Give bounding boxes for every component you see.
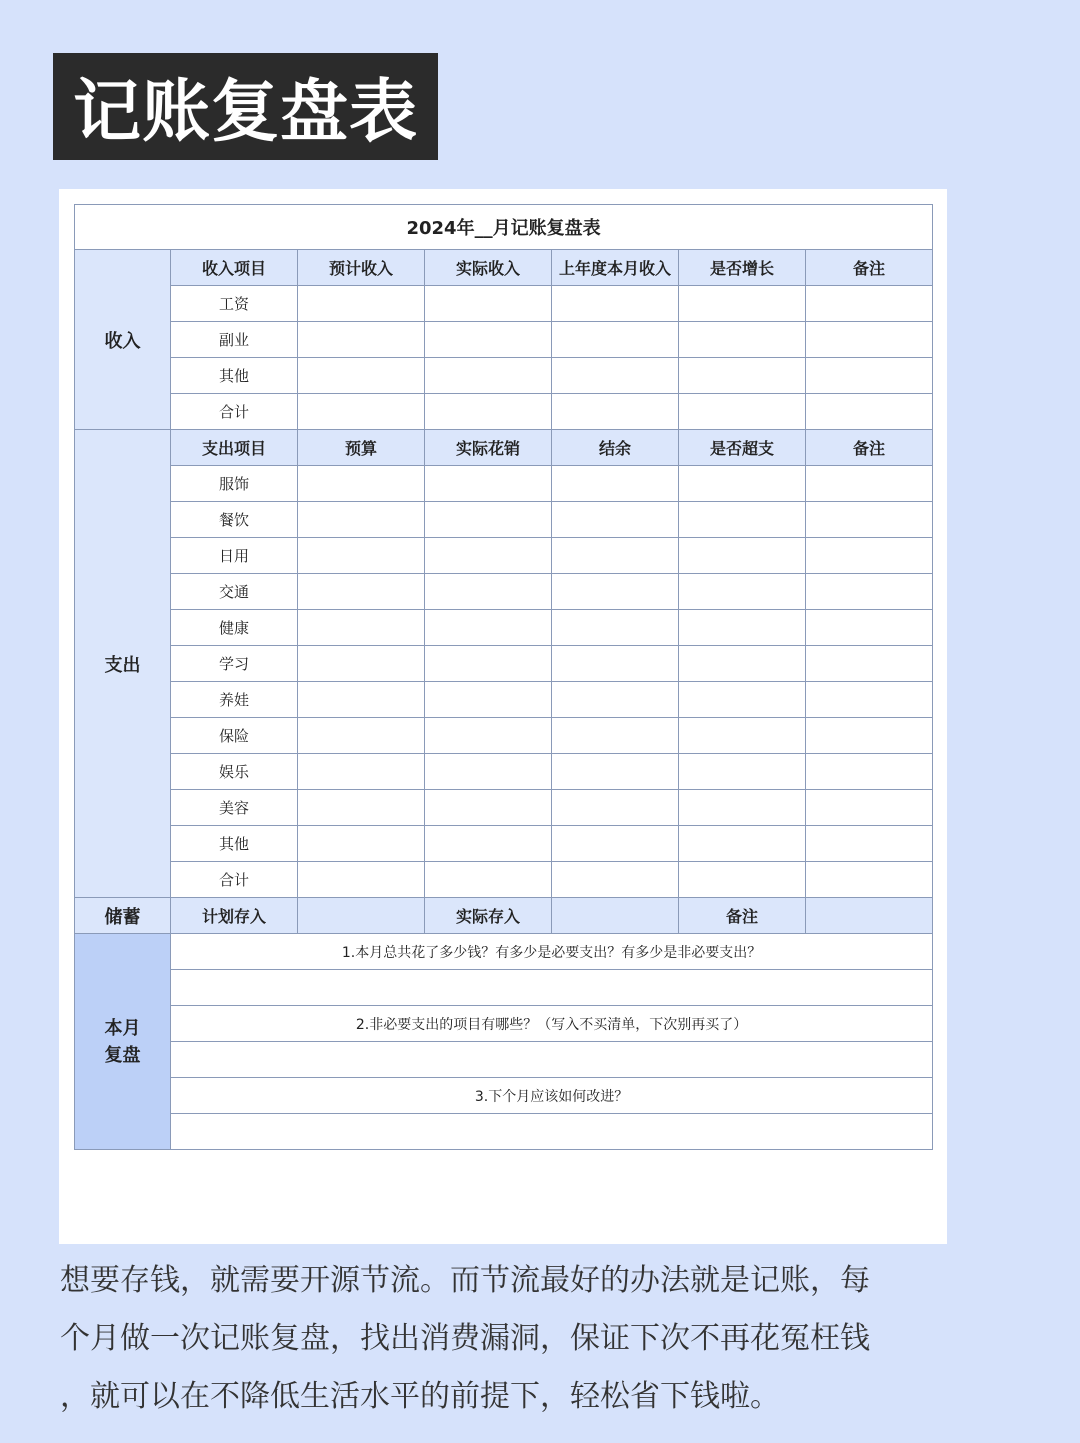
expense-cell[interactable] [806,682,933,718]
income-cell[interactable] [679,394,806,430]
expense-cell[interactable] [552,826,679,862]
expense-cell[interactable] [552,538,679,574]
expense-cell[interactable] [552,754,679,790]
income-cell[interactable] [425,286,552,322]
savings-note-label: 备注 [679,898,806,934]
expense-cell[interactable] [679,862,806,898]
section-expense: 支出 [75,430,171,898]
income-cell[interactable] [298,286,425,322]
section-income: 收入 [75,250,171,430]
expense-cell[interactable] [425,826,552,862]
expense-cell[interactable] [298,790,425,826]
expense-header: 预算 [298,430,425,466]
table-row [75,682,933,718]
table-row [75,862,933,898]
income-cell[interactable] [806,394,933,430]
income-cell[interactable] [552,394,679,430]
caption-line: 想要存钱，就需要开源节流。而节流最好的办法就是记账，每 [60,1263,870,1298]
expense-cell[interactable] [806,754,933,790]
expense-cell[interactable] [679,682,806,718]
expense-cell[interactable] [425,574,552,610]
expense-header: 实际花销 [425,430,552,466]
income-cell[interactable] [806,358,933,394]
ledger-sheet [59,189,947,1244]
expense-item-label: 其他 [171,826,298,862]
income-cell[interactable] [679,322,806,358]
ledger-table [74,204,933,1150]
expense-cell[interactable] [425,646,552,682]
income-cell[interactable] [298,322,425,358]
income-item-label: 工资 [171,286,298,322]
review-answer-field[interactable] [171,1042,933,1078]
expense-cell[interactable] [425,502,552,538]
expense-cell[interactable] [552,646,679,682]
table-title: 2024年__月记账复盘表 [75,205,933,250]
income-cell[interactable] [806,286,933,322]
savings-actual-label: 实际存入 [425,898,552,934]
expense-cell[interactable] [806,574,933,610]
expense-cell[interactable] [679,610,806,646]
expense-cell[interactable] [425,862,552,898]
expense-cell[interactable] [298,610,425,646]
expense-cell[interactable] [679,646,806,682]
expense-cell[interactable] [679,754,806,790]
income-cell[interactable] [552,286,679,322]
expense-cell[interactable] [552,574,679,610]
income-header: 是否增长 [679,250,806,286]
income-cell[interactable] [552,358,679,394]
review-question: 2.非必要支出的项目有哪些？（写入不买清单，下次别再买了） [171,1006,933,1042]
expense-cell[interactable] [298,682,425,718]
table-row [75,826,933,862]
expense-item-label: 健康 [171,610,298,646]
expense-cell[interactable] [806,826,933,862]
section-savings: 储蓄 [75,898,171,934]
income-cell[interactable] [425,322,552,358]
expense-header: 结余 [552,430,679,466]
table-row [75,754,933,790]
table-row [75,466,933,502]
caption-text [60,1252,1020,1426]
expense-cell[interactable] [425,754,552,790]
income-cell[interactable] [425,358,552,394]
expense-cell[interactable] [552,718,679,754]
expense-cell[interactable] [298,826,425,862]
expense-cell[interactable] [425,610,552,646]
income-cell[interactable] [298,358,425,394]
income-header: 预计收入 [298,250,425,286]
expense-item-label: 保险 [171,718,298,754]
expense-item-label: 服饰 [171,466,298,502]
table-row [75,610,933,646]
income-cell[interactable] [806,322,933,358]
expense-cell[interactable] [679,826,806,862]
income-cell[interactable] [298,394,425,430]
expense-cell[interactable] [552,790,679,826]
savings-planned-cell[interactable] [298,898,425,934]
review-label-line: 本月 [104,1017,141,1039]
expense-header: 备注 [806,430,933,466]
income-header: 实际收入 [425,250,552,286]
expense-cell[interactable] [425,466,552,502]
savings-actual-cell[interactable] [552,898,679,934]
table-row [75,790,933,826]
expense-item-label: 娱乐 [171,754,298,790]
expense-item-label: 学习 [171,646,298,682]
expense-cell[interactable] [806,718,933,754]
income-item-label: 合计 [171,394,298,430]
expense-cell[interactable] [552,682,679,718]
expense-cell[interactable] [679,538,806,574]
income-cell[interactable] [552,322,679,358]
expense-cell[interactable] [679,466,806,502]
expense-item-label: 美容 [171,790,298,826]
expense-cell[interactable] [298,502,425,538]
expense-item-label: 交通 [171,574,298,610]
expense-cell[interactable] [679,718,806,754]
expense-cell[interactable] [806,646,933,682]
expense-cell[interactable] [298,646,425,682]
expense-cell[interactable] [298,718,425,754]
income-item-label: 副业 [171,322,298,358]
table-row [75,718,933,754]
income-cell[interactable] [425,394,552,430]
expense-cell[interactable] [806,610,933,646]
expense-cell[interactable] [806,466,933,502]
expense-cell[interactable] [298,574,425,610]
expense-cell[interactable] [425,718,552,754]
expense-cell[interactable] [806,538,933,574]
table-row [75,538,933,574]
expense-cell[interactable] [552,862,679,898]
expense-cell[interactable] [298,466,425,502]
savings-note-cell[interactable] [806,898,933,934]
expense-item-label: 养娃 [171,682,298,718]
table-row [75,286,933,322]
review-question: 3.下个月应该如何改进？ [171,1078,933,1114]
table-row [75,394,933,430]
expense-item-label: 合计 [171,862,298,898]
expense-header: 是否超支 [679,430,806,466]
expense-cell[interactable] [679,502,806,538]
expense-cell[interactable] [679,574,806,610]
review-answer-field[interactable] [171,1114,933,1150]
caption-line: 个月做一次记账复盘，找出消费漏洞，保证下次不再花冤枉钱 [60,1321,870,1356]
expense-cell[interactable] [552,502,679,538]
income-header: 备注 [806,250,933,286]
expense-cell[interactable] [552,610,679,646]
review-answer-field[interactable] [171,970,933,1006]
caption-line: ，就可以在不降低生活水平的前提下，轻松省下钱啦。 [60,1379,780,1414]
expense-item-label: 餐饮 [171,502,298,538]
review-label-line: 复盘 [104,1044,141,1066]
expense-cell[interactable] [806,862,933,898]
expense-cell[interactable] [298,538,425,574]
expense-cell[interactable] [425,682,552,718]
page-title: 记账复盘表 [53,53,438,160]
review-question: 1.本月总共花了多少钱？有多少是必要支出？有多少是非必要支出？ [171,934,933,970]
income-header: 上年度本月收入 [552,250,679,286]
expense-item-label: 日用 [171,538,298,574]
expense-cell[interactable] [679,790,806,826]
expense-cell[interactable] [298,754,425,790]
income-cell[interactable] [679,286,806,322]
expense-cell[interactable] [298,862,425,898]
expense-cell[interactable] [806,502,933,538]
expense-cell[interactable] [552,466,679,502]
expense-cell[interactable] [425,538,552,574]
table-row [75,322,933,358]
income-header: 收入项目 [171,250,298,286]
expense-cell[interactable] [425,790,552,826]
section-review [75,934,171,1150]
expense-cell[interactable] [806,790,933,826]
table-row [75,574,933,610]
expense-header: 支出项目 [171,430,298,466]
savings-planned-label: 计划存入 [171,898,298,934]
table-row [75,646,933,682]
table-row [75,502,933,538]
table-row [75,358,933,394]
income-item-label: 其他 [171,358,298,394]
income-cell[interactable] [679,358,806,394]
